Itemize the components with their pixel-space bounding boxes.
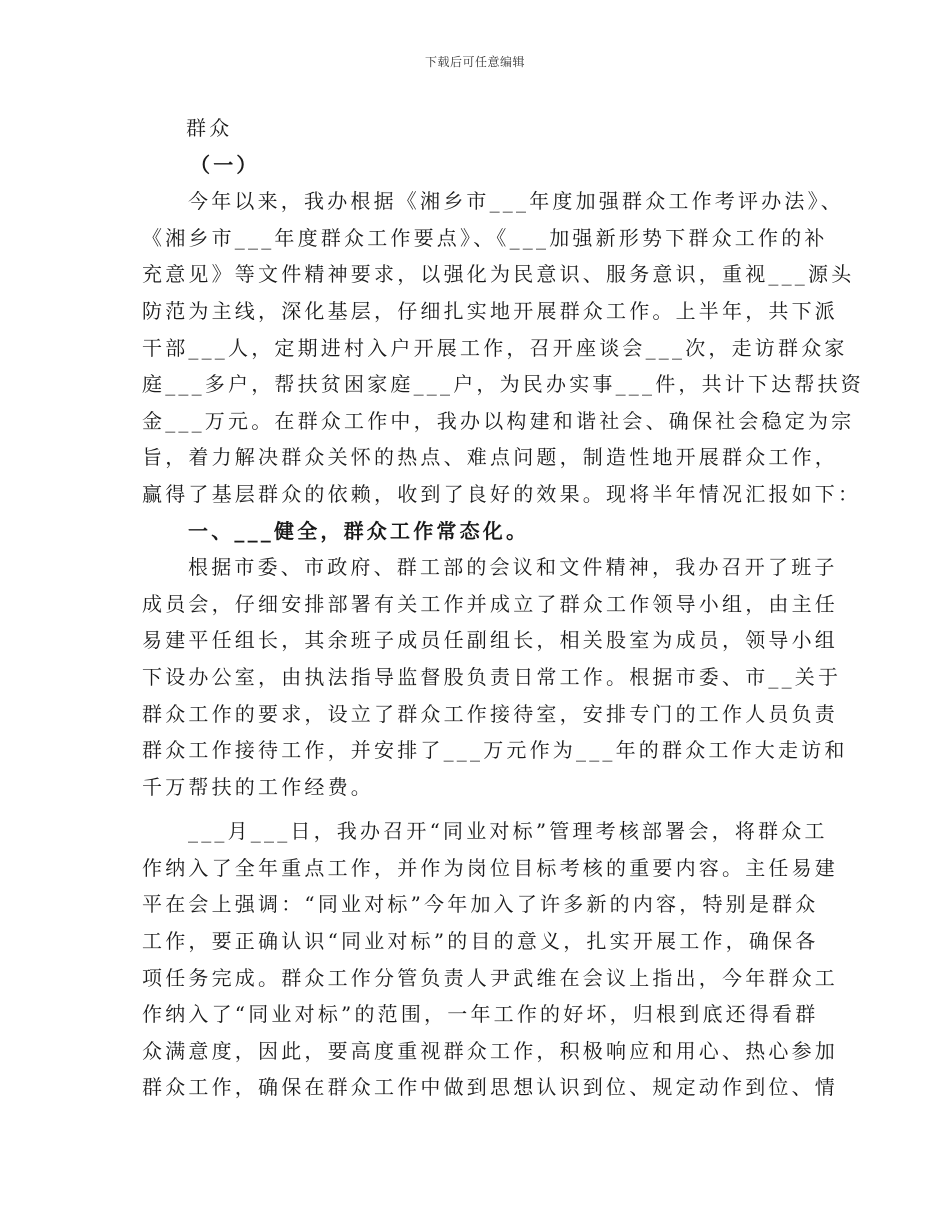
section-heading: 一、___健全，群众工作常态化。 xyxy=(188,518,530,543)
paragraph-line: 庭___多户，帮扶贫困家庭___户，为民办实事___件，共计下达帮扶资 xyxy=(142,372,864,397)
paragraph-line: 根据市委、市政府、群工部的会议和文件精神，我办召开了班子 xyxy=(188,555,838,580)
paragraph-line: 易建平任组长，其余班子成员任副组长，相关股室为成员，领导小组 xyxy=(142,628,838,653)
paragraph-line: 金___万元。在群众工作中，我办以构建和谐社会、确保社会稳定为宗 xyxy=(142,408,855,433)
paragraph-line: 千万帮扶的工作经费。 xyxy=(142,774,374,799)
paragraph-line: 下设办公室，由执法指导监督股负责日常工作。根据市委、市__关于 xyxy=(142,664,842,689)
document-subtitle: （一） xyxy=(190,152,260,177)
paragraph-line: 群众工作的要求，设立了群众工作接待室，安排专门的工作人员负责 xyxy=(142,701,838,726)
paragraph-line: ___月___日，我办召开“同业对标”管理考核部署会，将群众工 xyxy=(188,819,828,844)
paragraph-section1 xyxy=(142,549,848,805)
paragraph-meeting xyxy=(142,813,838,1106)
paragraph-line: 赢得了基层群众的依赖，收到了良好的效果。现将半年情况汇报如下： xyxy=(142,481,862,506)
paragraph-line: 作纳入了“同业对标”的范围，一年工作的好坏，归根到底还得看群 xyxy=(142,1002,819,1027)
document-body xyxy=(142,110,864,1106)
paragraph-line: 作纳入了全年重点工作，并作为岗位目标考核的重要内容。主任易建 xyxy=(142,855,838,880)
paragraph-line: 充意见》等文件精神要求，以强化为民意识、服务意识，重视___源头 xyxy=(142,262,855,287)
paragraph-line: 众满意度，因此，要高度重视群众工作，积极响应和用心、热心参加 xyxy=(142,1038,838,1063)
paragraph-line: 防范为主线，深化基层，仔细扎实地开展群众工作。上半年，共下派 xyxy=(142,298,838,323)
document-title: 群众 xyxy=(186,116,233,140)
paragraph-line: 平在会上强调：“同业对标”今年加入了许多新的内容，特别是群众 xyxy=(142,892,819,917)
paragraph-line: 旨，着力解决群众关怀的热点、难点问题，制造性地开展群众工作， xyxy=(142,445,838,470)
paragraph-line: 工作，要正确认识“同业对标”的目的意义，扎实开展工作，确保各 xyxy=(142,929,819,954)
page-header-note: 下载后可任意编辑 xyxy=(424,55,525,69)
paragraph-line: 今年以来，我办根据《湘乡市___年度加强群众工作考评办法》、 xyxy=(188,189,844,214)
paragraph-line: 项任务完成。群众工作分管负责人尹武维在会议上指出，今年群众工 xyxy=(142,965,838,990)
paragraph-line: 干部___人，定期进村入户开展工作，召开座谈会___次，走访群众家 xyxy=(142,335,848,360)
paragraph-line: 群众工作，确保在群众工作中做到思想认识到位、规定动作到位、情 xyxy=(142,1075,838,1100)
paragraph-line: 群众工作接待工作，并安排了___万元作为___年的群众工作大走访和 xyxy=(142,738,848,763)
paragraph-intro xyxy=(142,183,864,512)
paragraph-line: 成员会，仔细安排部署有关工作并成立了群众工作领导小组，由主任 xyxy=(142,591,838,616)
paragraph-line: 《湘乡市___年度群众工作要点》、《___加强新形势下群众工作的补 xyxy=(142,225,828,250)
